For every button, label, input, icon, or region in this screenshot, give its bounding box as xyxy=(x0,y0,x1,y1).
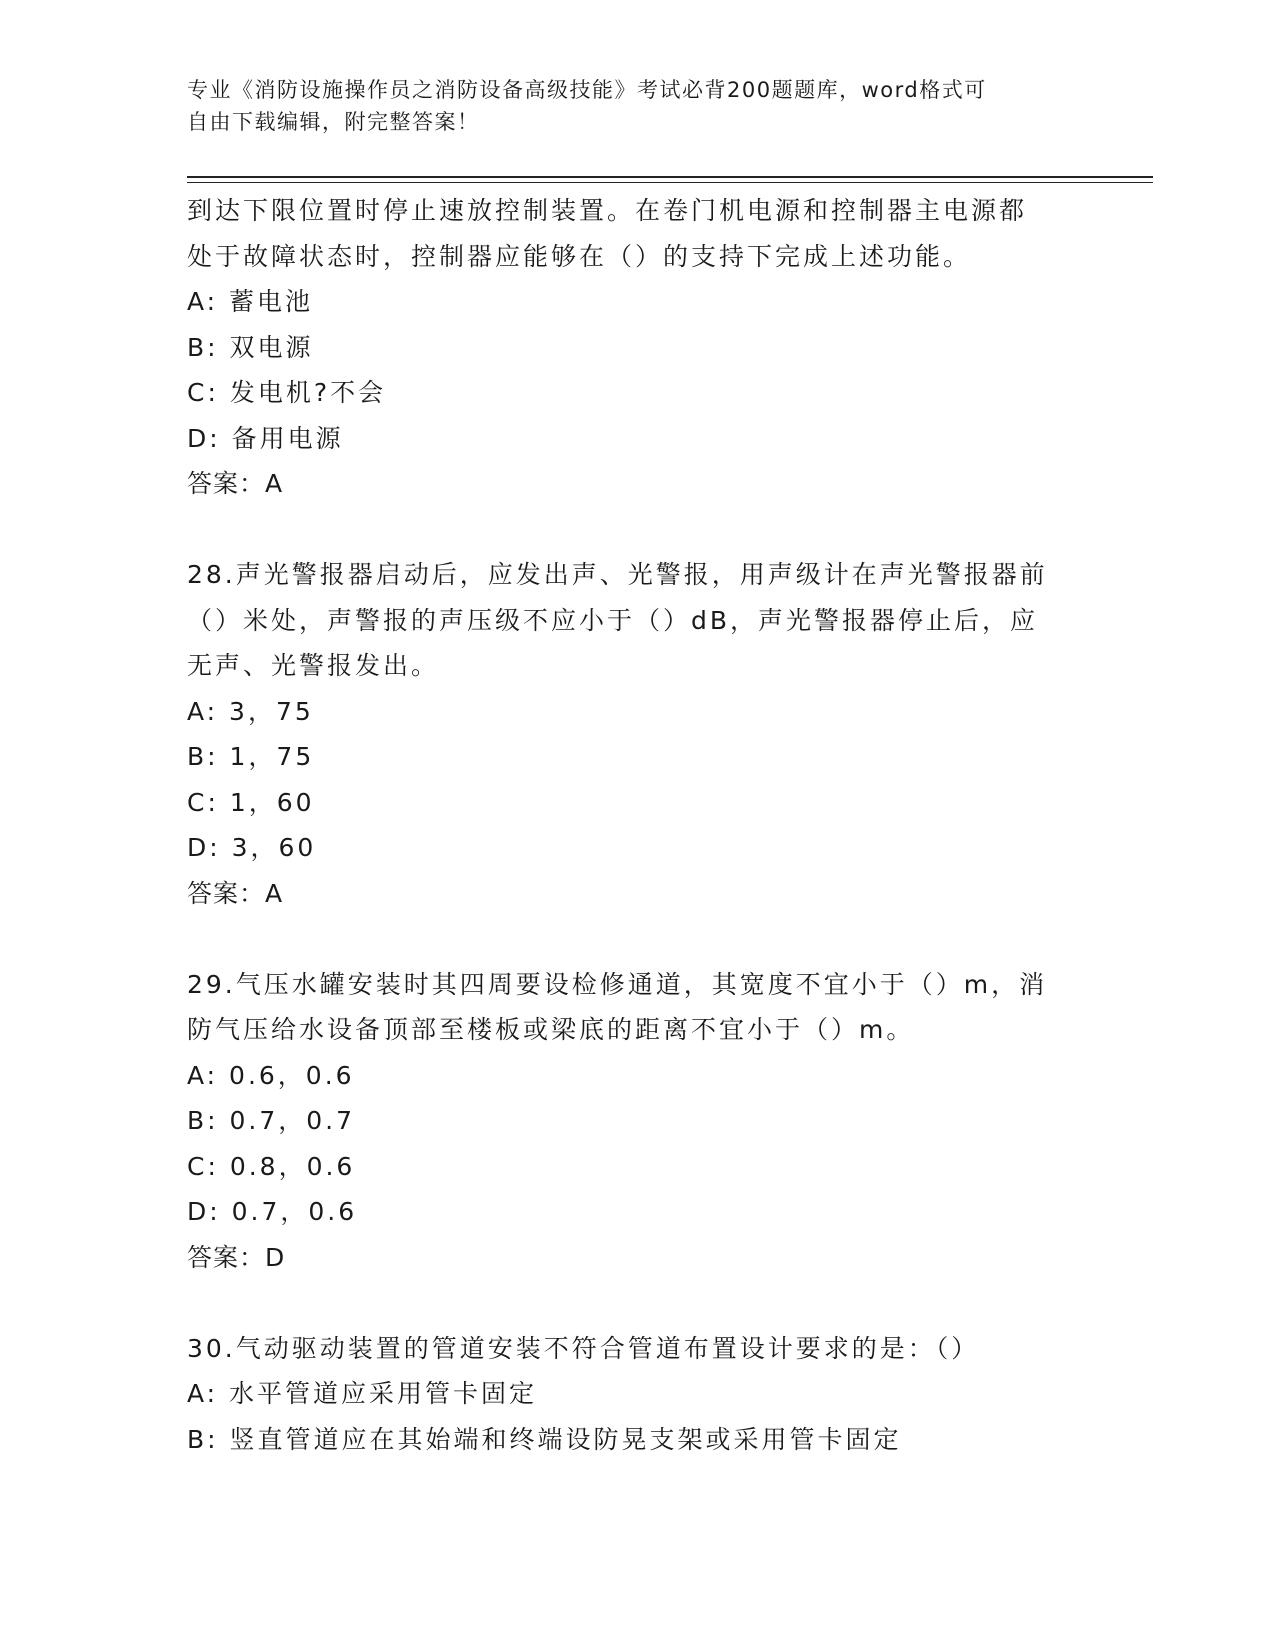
question-block xyxy=(187,1326,1087,1463)
question-block xyxy=(187,962,1087,1281)
question-text-line: 29.气压水罐安装时其四周要设检修通道，其宽度不宜小于（）m，消 xyxy=(187,969,1048,999)
option-d: D: 3，60 xyxy=(187,833,317,862)
option-b: B: 0.7，0.7 xyxy=(187,1106,356,1135)
option-b: B: 1，75 xyxy=(187,742,315,771)
answer-line: 答案：A xyxy=(187,469,284,498)
option-a: A: 0.6，0.6 xyxy=(187,1060,355,1090)
option-b: B: 双电源 xyxy=(187,332,314,362)
option-a: A: 蓄电池 xyxy=(187,287,314,316)
answer-line: 答案：D xyxy=(187,1242,286,1272)
option-c: C: 0.8，0.6 xyxy=(187,1151,356,1181)
header-rule-thick xyxy=(187,176,1153,178)
question-text-line: 无声、光警报发出。 xyxy=(187,651,440,680)
option-c: C: 1，60 xyxy=(187,787,315,817)
question-text-line: 处于故障状态时，控制器应能够在（）的支持下完成上述功能。 xyxy=(187,241,972,271)
option-b: B: 竖直管道应在其始端和终端设防晃支架或采用管卡固定 xyxy=(187,1424,902,1454)
option-a: A: 3，75 xyxy=(187,696,314,726)
option-c: C: 发电机?不会 xyxy=(187,378,387,407)
header-line-1: 专业《消防设施操作员之消防设备高级技能》考试必背200题题库，word格式可 xyxy=(187,78,987,102)
question-text-line: 30.气动驱动装置的管道安装不符合管道布置设计要求的是：（） xyxy=(187,1333,980,1363)
header-rule-thin xyxy=(187,182,1153,183)
question-block xyxy=(187,188,1087,507)
option-d: D: 0.7，0.6 xyxy=(187,1197,358,1226)
question-text-line: 防气压给水设备顶部至楼板或梁底的距离不宜小于（）m。 xyxy=(187,1015,915,1044)
question-text-line: （）米处，声警报的声压级不应小于（）dB，声光警报器停止后，应 xyxy=(187,605,1039,635)
option-d: D: 备用电源 xyxy=(187,423,344,453)
document-body xyxy=(187,188,1087,1462)
question-text-line: 28.声光警报器启动后，应发出声、光警报，用声级计在声光警报器前 xyxy=(187,560,1048,589)
answer-line: 答案：A xyxy=(187,878,284,908)
option-a: A: 水平管道应采用管卡固定 xyxy=(187,1379,538,1408)
question-block xyxy=(187,552,1087,916)
header-line-2: 自由下载编辑，附完整答案！ xyxy=(187,110,480,134)
document-header xyxy=(187,74,1087,138)
question-text-line: 到达下限位置时停止速放控制装置。在卷门机电源和控制器主电源都 xyxy=(187,196,1028,225)
